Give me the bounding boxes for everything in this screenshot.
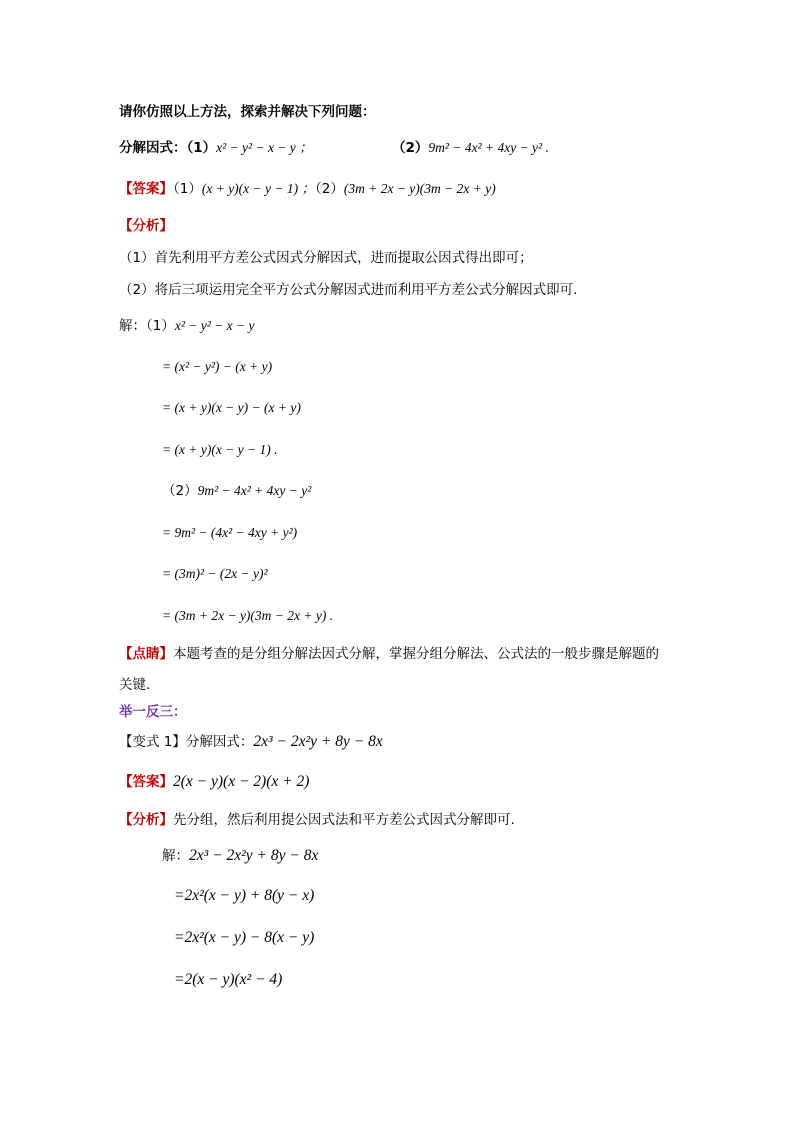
- variant1-answer-expr: 2(x − y)(x − 2)(x + 2): [173, 773, 310, 790]
- solution-part1-tag: （1）: [146, 318, 175, 334]
- question-part1-tag: （1）: [186, 140, 217, 156]
- comment-label: 【点睛】: [119, 646, 173, 662]
- variant1-analysis-label: 【分析】: [119, 812, 173, 828]
- solution-part2-line: [162, 481, 311, 501]
- answer-label: 【答案】: [119, 181, 173, 197]
- variant1-answer-line: [119, 772, 309, 792]
- analysis-line-2: （2）将后三项运用完全平方公式分解因式进而利用平方差公式分解因式即可.: [119, 282, 578, 298]
- variant1-solution-label: 解：: [162, 848, 189, 864]
- solution-step: = (x² − y²) − (x + y): [162, 359, 273, 374]
- answer-part2-tag: （2）: [315, 181, 344, 197]
- variant1-analysis-line: [119, 810, 515, 830]
- variant1-answer-label: 【答案】: [119, 774, 173, 790]
- variant1-line: [119, 732, 383, 752]
- variant1-step: =2(x − y)(x² − 4): [174, 971, 283, 988]
- question-part2-tag: （2）: [392, 140, 429, 156]
- solution-step: = (x + y)(x − y) − (x + y): [162, 400, 301, 415]
- comment-text-2: 关键.: [119, 677, 151, 693]
- comment-line-1: [119, 644, 659, 664]
- section-title: 举一反三：: [119, 704, 187, 720]
- variant1-step: =2x²(x − y) − 8(x − y): [174, 929, 315, 946]
- question-part1-expr: x² − y² − x − y ；: [216, 140, 313, 155]
- solution-step: = (3m + 2x − y)(3m − 2x + y) .: [162, 608, 334, 623]
- question-label: 分解因式：: [119, 140, 187, 156]
- variant1-solution-line: [162, 846, 318, 866]
- answer-part1-tag: （1）: [173, 181, 202, 197]
- variant1-expr: 2x³ − 2x²y + 8y − 8x: [253, 733, 383, 750]
- answer-part1-expr: (x + y)(x − y − 1) ；: [201, 181, 315, 196]
- analysis-label: 【分析】: [119, 218, 173, 234]
- question-line-part2: [392, 138, 549, 158]
- solution-part2-expr: 9m² − 4x² + 4xy − y²: [197, 483, 312, 498]
- solution-label: 解：: [119, 318, 146, 334]
- intro-text: 请你仿照以上方法，探索并解决下列问题：: [119, 104, 376, 120]
- variant1-solution-expr: 2x³ − 2x²y + 8y − 8x: [189, 847, 319, 864]
- question-line: [119, 138, 313, 158]
- comment-text-1: 本题考查的是分组分解法因式分解，掌握分组分解法、公式法的一般步骤是解题的: [173, 646, 659, 662]
- solution-step: = (x + y)(x − y − 1) .: [162, 442, 278, 457]
- solution-part1-expr: x² − y² − x − y: [174, 318, 255, 333]
- variant1-label: 【变式 1】分解因式：: [119, 734, 254, 750]
- question-part2-expr: 9m² − 4x² + 4xy − y² .: [428, 140, 549, 155]
- variant1-analysis-text: 先分组，然后利用提公因式法和平方差公式因式分解即可.: [173, 812, 515, 828]
- variant1-step: =2x²(x − y) + 8(y − x): [174, 887, 315, 904]
- answer-line: [119, 179, 496, 199]
- solution-line: [119, 316, 255, 336]
- analysis-line-1: （1）首先利用平方差公式因式分解因式，进而提取公因式得出即可；: [119, 250, 533, 266]
- solution-part2-tag: （2）: [162, 483, 198, 499]
- solution-step: = 9m² − (4x² − 4xy + y²): [162, 525, 298, 540]
- answer-part2-expr: (3m + 2x − y)(3m − 2x + y): [343, 181, 496, 196]
- solution-step: = (3m)² − (2x − y)²: [162, 566, 268, 581]
